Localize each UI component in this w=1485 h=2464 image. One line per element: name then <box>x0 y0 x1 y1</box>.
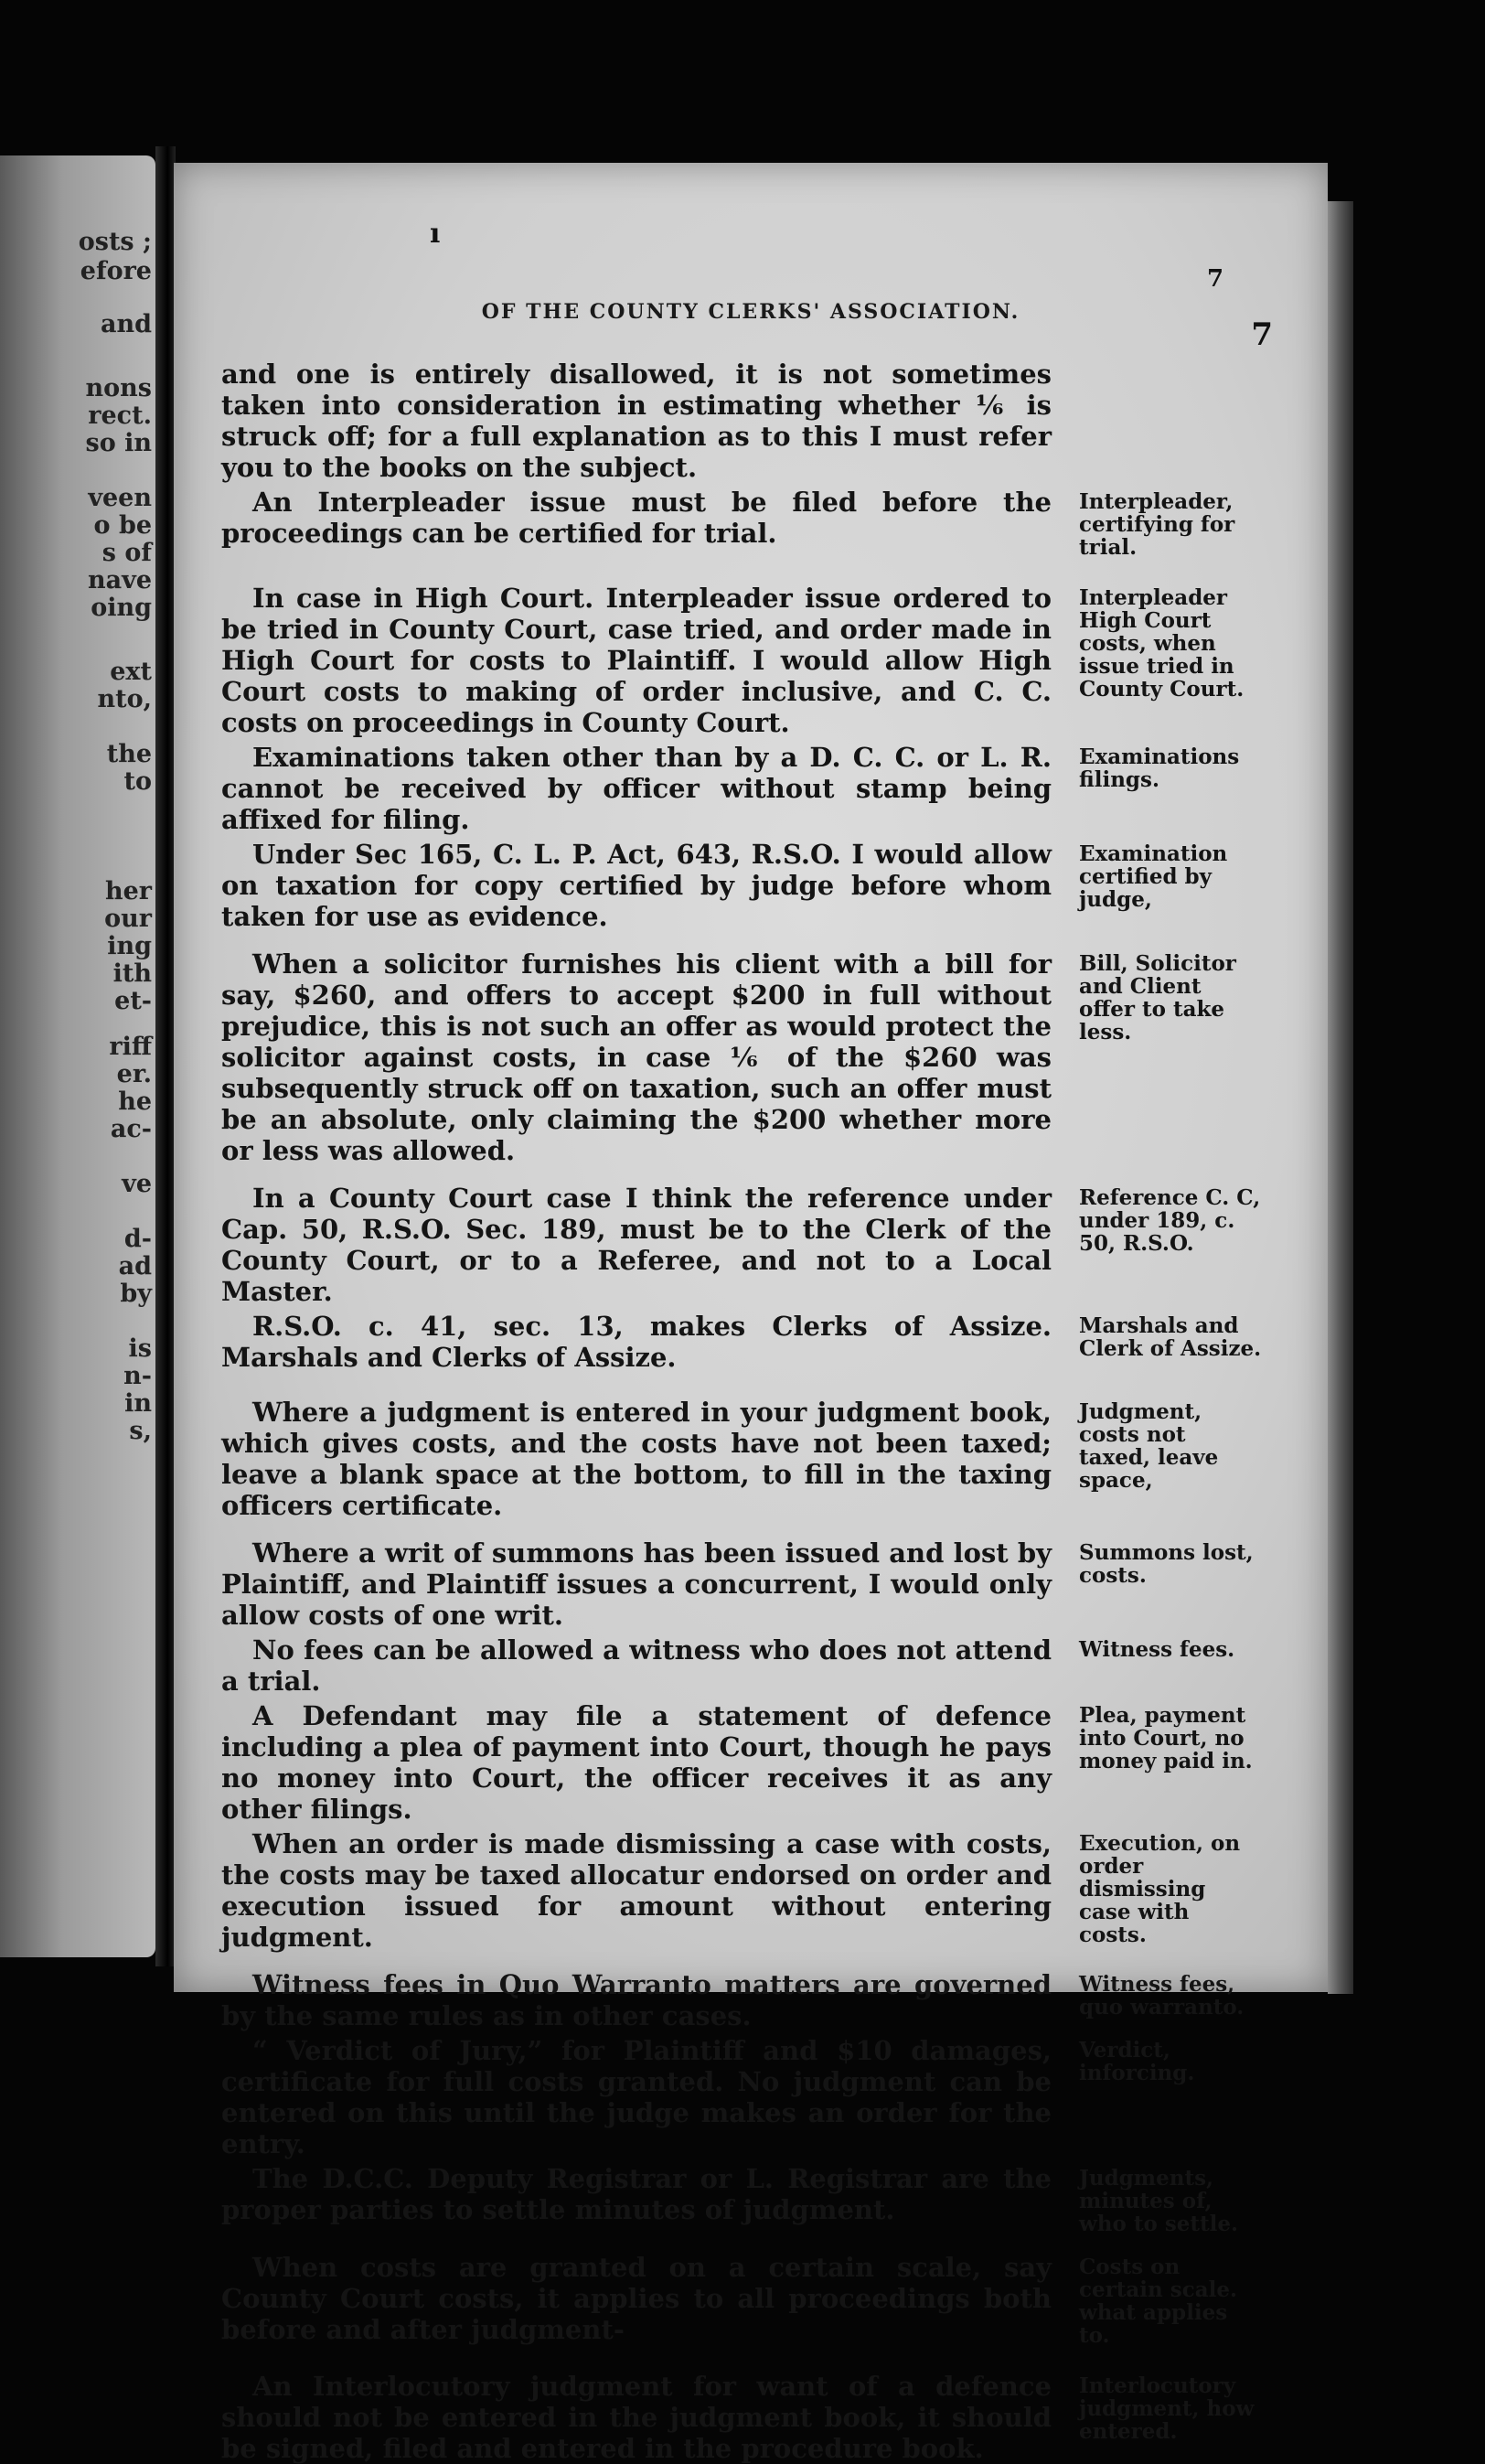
entry-paragraph: Witness fees in Quo Warranto matters are governed by the same rules as in other cases. <box>221 1969 1052 2031</box>
page-number: 7 <box>1251 316 1273 353</box>
left-page-text-fragment: in <box>124 1389 152 1418</box>
entry-paragraph: An Interpleader issue must be filed before the proceedings can be certified for trial. <box>221 487 1052 549</box>
marginal-note: Judgment, costs not taxed, leave space, <box>1079 1399 1219 1493</box>
marginal-note: Execution, on order dismissing case with costs. <box>1079 1831 1241 1947</box>
ink-speck: 7 <box>1207 265 1224 293</box>
marginal-note <box>1079 359 1264 362</box>
left-page-text-fragment: o be <box>93 511 152 540</box>
left-page-text-fragment: ac- <box>110 1115 152 1143</box>
marginal-note: Reference C. C, under 189, c. 50, R.S.O. <box>1079 1185 1261 1256</box>
left-page-text-fragment: s of <box>101 539 152 567</box>
entry-row <box>221 1828 1264 1953</box>
left-page-text-fragment: veen <box>88 484 152 512</box>
marginal-note: Examination certified by judge, <box>1079 841 1228 912</box>
document-page <box>174 163 1328 2464</box>
left-facing-page <box>0 155 155 1957</box>
entry-row <box>221 583 1264 738</box>
left-page-text-fragment: her <box>104 877 152 905</box>
entry-paragraph: No fees can be allowed a witness who does not attend a trial. <box>221 1634 1052 1697</box>
entry-paragraph: R.S.O. c. 41, sec. 13, makes Clerks of Assize. Marshals and Clerks of Assize. <box>221 1311 1052 1373</box>
left-page-text-fragment: he <box>118 1087 152 1116</box>
left-page-text-fragment: d- <box>123 1225 152 1253</box>
left-page-text-fragment: ing <box>107 932 152 960</box>
page-edge-shadow <box>1328 201 1353 1994</box>
entry-row <box>221 1183 1264 1307</box>
page-body <box>221 355 1264 2464</box>
left-page-text-fragment: er. <box>116 1060 152 1088</box>
left-page-text-fragment: the <box>106 740 152 768</box>
left-page-text-fragment: efore <box>80 257 152 285</box>
left-page-text-fragment: so in <box>85 429 152 457</box>
entry-row <box>221 2035 1264 2159</box>
entry-row <box>221 1700 1264 1825</box>
left-page-text-fragment: n- <box>123 1362 152 1390</box>
left-page-text-fragment: is <box>128 1334 152 1363</box>
marginal-note: Verdict, inforcing. <box>1079 2038 1195 2085</box>
left-page-text-fragment: ad <box>118 1252 152 1280</box>
marginal-note: Judgments, minutes of, who to settle. <box>1079 2166 1239 2236</box>
left-page-text-fragment: and <box>100 310 152 338</box>
entry-row <box>221 1537 1264 1631</box>
entry-paragraph: A Defendant may file a statement of defence including a plea of payment into Court, though he pays no money into Court, the officer receives it as any other filings. <box>221 1700 1052 1825</box>
marginal-note: Plea, payment into Court, no money paid in. <box>1079 1703 1253 1773</box>
entry-row <box>221 1969 1264 2031</box>
marginal-note: Summons lost, costs. <box>1079 1540 1254 1588</box>
left-page-text-fragment: ve <box>122 1170 152 1198</box>
entry-paragraph: “ Verdict of Jury,” for Plaintiff and $10 damages, certificate for full costs granted. No judgment can be entered on this until the judge makes an order for the entry. <box>221 2035 1052 2159</box>
marginal-note: Interpleader, certifying for trial. <box>1079 489 1235 560</box>
entry-paragraph: Where a writ of summons has been issued and lost by Plaintiff, and Plaintiff issues a concurrent, I would only allow costs of one writ. <box>221 1537 1052 1631</box>
entry-paragraph: Under Sec 165, C. L. P. Act, 643, R.S.O. I would allow on taxation for copy certified by judge before whom taken for use as evidence. <box>221 839 1052 932</box>
left-page-text-fragment: riff <box>109 1033 152 1061</box>
left-page-text-fragment: our <box>104 905 152 933</box>
entry-paragraph: Examinations taken other than by a D. C. C. or L. R. cannot be received by officer without stamp being affixed for filing. <box>221 742 1052 835</box>
marginal-note: Witness fees, quo warranto. <box>1079 1972 1245 2019</box>
entry-paragraph: When an order is made dismissing a case with costs, the costs may be taxed allocatur endorsed on order and execution issued for amount without entering judgment. <box>221 1828 1052 1953</box>
left-page-text-fragment: nto, <box>97 685 152 713</box>
left-page-text-fragment: et- <box>114 987 152 1015</box>
book-gutter <box>155 146 176 1966</box>
left-page-text-fragment: s, <box>129 1417 152 1445</box>
entry-paragraph: The D.C.C. Deputy Registrar or L. Registrar are the proper parties to settle minutes of judgment. <box>221 2163 1052 2225</box>
entry-paragraph: and one is entirely disallowed, it is not sometimes taken into consideration in estimating whether ⅙ is struck off; for a full explanation as to this I must refer you to the books on the subject. <box>221 359 1052 483</box>
entry-paragraph: When a solicitor furnishes his client with a bill for say, $260, and offers to accept $200 in full without prejudice, this is not such an offer as would protect the solicitor against costs, in case ⅙ of the $260 was subsequently struck off on taxation, such an offer must be an absolute, only claiming the $200 whether more or less was allowed. <box>221 948 1052 1166</box>
left-page-text-fragment: nons <box>85 374 152 402</box>
entry-paragraph: When costs are granted on a certain scale, say County Court costs, it applies to all proceedings both before and after judgment- <box>221 2252 1052 2345</box>
entry-row <box>221 948 1264 1166</box>
running-header: OF THE COUNTY CLERKS' ASSOCIATION. <box>481 300 1020 324</box>
left-page-text-fragment: nave <box>88 566 152 595</box>
left-page-text-fragment: to <box>123 767 152 796</box>
left-page-text-fragment: ext <box>110 658 152 686</box>
entry-row <box>221 742 1264 835</box>
left-page-text-fragment: ith <box>112 959 152 988</box>
marginal-note: Marshals and Clerk of Assize. <box>1079 1313 1262 1361</box>
marginal-note: Bill, Solicitor and Client offer to take less. <box>1079 951 1236 1045</box>
left-page-text-fragment: oing <box>91 594 152 622</box>
entry-row <box>221 2252 1264 2347</box>
ink-speck: ı <box>430 218 441 250</box>
entry-row <box>221 1634 1264 1697</box>
marginal-note: Interlocutory judgment, how entered. <box>1079 2373 1255 2444</box>
left-page-text-fragment: by <box>120 1280 152 1308</box>
left-page-text-fragment: osts ; <box>78 228 152 256</box>
entry-paragraph: Where a judgment is entered in your judgment book, which gives costs, and the costs have not been taxed; leave a blank space at the bottom, to fill in the taxing officers certificate. <box>221 1397 1052 1521</box>
entry-row <box>221 2163 1264 2235</box>
left-page-text-fragment: rect. <box>88 402 152 430</box>
entry-paragraph: In a County Court case I think the reference under Cap. 50, R.S.O. Sec. 189, must be to the Clerk of the County Court, or to a Referee, and not to a Local Master. <box>221 1183 1052 1307</box>
entry-row <box>221 2371 1264 2464</box>
entry-row <box>221 359 1264 483</box>
entry-row <box>221 1311 1264 1373</box>
entry-paragraph: An Interlocutory judgment for want of a defence should not be entered in the judgment book, it should be signed, filed and entered in the procedure book. <box>221 2371 1052 2464</box>
marginal-note: Witness fees. <box>1079 1637 1235 1662</box>
marginal-note: Examinations filings. <box>1079 745 1240 792</box>
marginal-note: Interpleader High Court costs, when issue tried in County Court. <box>1079 585 1245 702</box>
entry-row <box>221 1397 1264 1521</box>
entry-paragraph: In case in High Court. Interpleader issue ordered to be tried in County Court, case tried, and order made in High Court for costs to Plaintiff. I would allow High Court costs to making of order inclusive, and C. C. costs on proceedings in County Court. <box>221 583 1052 738</box>
entry-row <box>221 839 1264 932</box>
marginal-note: Costs on certain scale. what applies to. <box>1079 2255 1237 2348</box>
entry-row <box>221 487 1264 559</box>
